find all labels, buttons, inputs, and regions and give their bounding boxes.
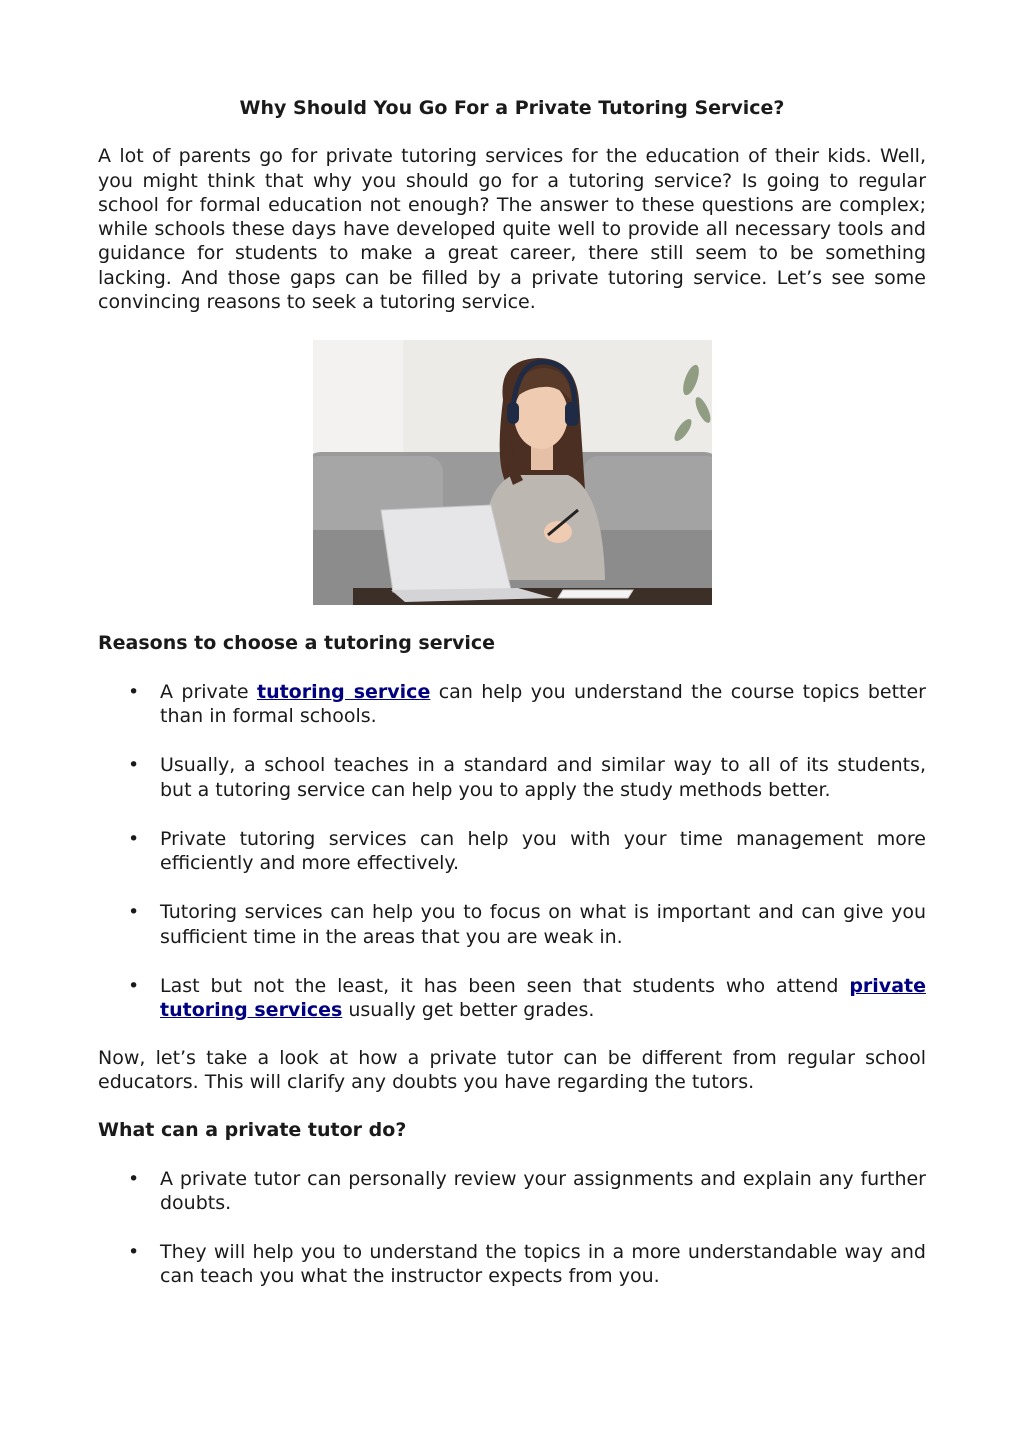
reason-5-text-end: usually get better grades. <box>342 999 595 1022</box>
reasons-list <box>98 680 926 1023</box>
bullet-icon: • <box>128 1167 140 1190</box>
bullet-icon: • <box>128 975 140 998</box>
reason-4-text: Tutoring services can help you to focus on what is important and can give you sufficient time in the areas that you are weak in. <box>160 901 926 948</box>
document-title: Why Should You Go For a Private Tutoring Service? <box>239 97 785 119</box>
list-item <box>98 680 926 729</box>
tutor-point-2: They will help you to understand the topics in a more understandable way and can teach you what the instructor expects from you. <box>160 1241 926 1288</box>
list-item <box>98 974 926 1023</box>
transition-paragraph: Now, let’s take a look at how a private tutor can be different from regular school educators. This will clarify any doubts you have regarding the tutors. <box>98 1046 926 1093</box>
intro-paragraph: A lot of parents go for private tutoring services for the education of their kids. Well, you might think that why you should go for a tutoring service? Is going to regular school for formal education not enough? The answer to these questions are complex; while schools these days have developed quite well to provide all necessary tools and guidance for students to make a great career, there still seem to be something lacking. And those gaps can be filled by a private tutoring service. Let’s see some convincing reasons to seek a tutoring service. <box>98 145 926 314</box>
private-tutoring-services-link[interactable]: private tutoring services <box>160 975 926 1022</box>
reasons-heading: Reasons to choose a tutoring service <box>98 632 496 655</box>
tutor-list <box>98 1167 926 1289</box>
bullet-icon: • <box>128 754 140 777</box>
reason-2-text: Usually, a school teaches in a standard and similar way to all of its students, but a tutoring service can help you to apply the study methods better. <box>160 754 926 801</box>
reason-1-text-end: can help you understand the course topics better than in formal schools. <box>160 680 926 727</box>
list-item <box>98 1167 926 1216</box>
tutor-heading: What can a private tutor do? <box>98 1119 407 1142</box>
tutor-point-1: A private tutor can personally review your assignments and explain any further doubts. <box>160 1167 926 1214</box>
list-item <box>98 753 926 802</box>
document-page <box>98 96 926 1314</box>
bullet-icon: • <box>128 827 140 850</box>
bullet-icon: • <box>128 901 140 924</box>
tutoring-photo <box>313 340 712 605</box>
list-item <box>98 827 926 876</box>
reason-3-text: Private tutoring services can help you with your time management more efficiently and more effectively. <box>160 827 926 875</box>
list-item <box>98 1240 926 1289</box>
bullet-icon: • <box>128 1241 140 1264</box>
reason-1-text-start: A private <box>160 680 257 703</box>
bullet-icon: • <box>128 680 140 703</box>
tutoring-service-link[interactable]: tutoring service <box>256 680 431 703</box>
list-item <box>98 900 926 949</box>
reason-5-text-start: Last but not the least, it has been seen that students who attend <box>160 975 850 998</box>
